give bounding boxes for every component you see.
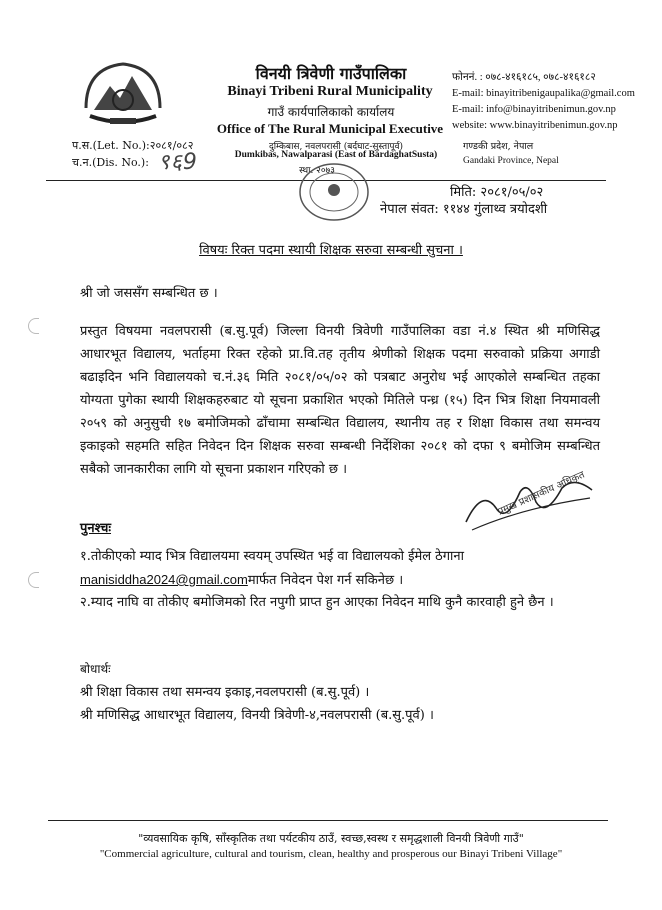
- cc-recipient-2: श्री मणिसिद्ध आधारभूत विद्यालय, विनयी त्रिवेणी-४,नवलपरासी (ब.सु.पूर्व) ।: [80, 708, 434, 723]
- website: website: www.binayitribenimun.gov.np: [452, 120, 618, 131]
- province-en: Gandaki Province, Nepal: [463, 156, 559, 166]
- salutation: श्री जो जससँग सम्बन्धित छ ।: [80, 286, 218, 301]
- letter-number: प.स.(Let. No.):२०८१/०८२: [72, 139, 194, 152]
- subject-text: विषयः रिक्त पदमा स्थायी शिक्षक सरुवा सम्बन्धी सुचना ।: [199, 243, 463, 258]
- dispatch-number-label: च.न.(Dis. No.):: [72, 156, 149, 169]
- dispatch-number-value: ९६9: [158, 150, 198, 175]
- signatory-title: प्रमुख प्रशासकीय अधिकृत: [496, 469, 587, 518]
- province-np: गण्डकी प्रदेश, नेपाल: [463, 141, 534, 152]
- municipality-name-en: Binayi Tribeni Rural Municipality: [227, 84, 433, 99]
- school-email-link[interactable]: manisiddha2024@gmail.com: [80, 572, 248, 587]
- office-name-np: गाउँ कार्यपालिकाको कार्यालय: [267, 105, 395, 119]
- province-block: [463, 140, 559, 168]
- contact-block: [452, 70, 657, 134]
- point-1-text: १.तोकीएको म्याद भित्र विद्यालयमा स्वयम् उपस्थित भई वा विद्यालयको ईमेल ठेगाना: [80, 549, 465, 564]
- postscript-point-2: २.म्याद नाघि वा तोकीए बमोजिमको रित नपुगी प्राप्त हुन आएका निवेदन माथि कुनै कारवाही हुने छैन ।: [80, 595, 554, 610]
- postscript-point-1: [80, 545, 605, 592]
- footer-divider: [48, 820, 608, 821]
- government-emblem-icon: [80, 58, 166, 132]
- email-secondary: E-mail: info@binayitribenimun.gov.np: [452, 104, 616, 115]
- cc-recipient-1: श्री शिक्षा विकास तथा समन्वय इकाइ,नवलपरासी (ब.सु.पूर्व) ।: [80, 685, 370, 700]
- punch-hole-mark: [28, 318, 39, 334]
- established-year: स्था. २०७३: [299, 166, 335, 176]
- nepal-samvat-date: नेपाल संवत: ११४४ गुंलाथ्व त्रयोदशी: [380, 202, 548, 217]
- footer-slogan-np: "व्यवसायिक कृषि, साँस्कृतिक तथा पर्यटकीय ठाउँ, स्वच्छ,स्वस्थ र समृद्धशाली विनयी त्रिवेणी गाउँ": [138, 832, 524, 845]
- office-stamp-icon: [296, 160, 372, 224]
- office-name-en: Office of The Rural Municipal Executive: [216, 121, 444, 136]
- address-en: Dumkibas, Nawalparasi (East of BardaghatSusta): [234, 150, 438, 160]
- phone-numbers: फोननं. : ०७८-४१६१८५, ०७८-४१६१८२: [452, 72, 596, 83]
- subject-line: [0, 240, 662, 258]
- postscript-heading: पुनश्चः: [80, 521, 112, 536]
- signature-icon: [462, 478, 602, 538]
- footer-slogan-en: "Commercial agriculture, cultural and tourism, clean, healthy and prosperous our Binayi Tribeni Village": [99, 848, 563, 860]
- cc-heading: बोधार्थः: [80, 662, 111, 676]
- letter-date: मिति: २०८१/०५/०२: [450, 185, 544, 200]
- punch-hole-mark: [28, 572, 39, 588]
- email-primary: E-mail: binayitribenigaupalika@gmail.com: [452, 88, 635, 99]
- address-np: दुम्किबास, नवलपरासी (बर्दघाट-सुस्तापूर्व): [268, 142, 404, 152]
- municipality-name-np: विनयी त्रिवेणी गाउँपालिका: [255, 64, 407, 83]
- notice-body: प्रस्तुत विषयमा नवलपरासी (ब.सु.पूर्व) जिल्ला विनयी त्रिवेणी गाउँपालिका वडा नं.४ स्थित श्री मणिसिद्ध आधारभूत विद्यालय, भर्ताहमा रिक्त रहेको प्रा.वि.तह तृतीय श्रेणीको शिक्षक पदमा सरुवाको प्रक्रिया अगाडी बढाइदिन भनि विद्यालयको च.नं.३६ मिति २०८१/०५/०२ को पत्रबाट अनुरोध भई आएकोले सम्बन्धित तहका योग्यता पुगेका स्थायी शिक्षकहरुबाट यो सूचना प्रकाशित भएको मितिले पन्ध्र (१५) दिन भित्र शिक्षा नियमावली २०५९ को अनुसुची १७ बमोजिमको ढाँचामा सम्बन्धित विद्यालय, स्थानीय तह र शिक्षा विकास तथा समन्वय इकाइको सहमति सहित निवेदन दिन शिक्षक सरुवा सम्बन्धी निर्देशिका २०८१ को दफा ९ बमोजिम सम्बन्धित सबैको जानकारीका लागि यो सूचना प्रकाशन गरिएको छ ।: [80, 324, 600, 477]
- point-1-suffix: मार्फत निवेदन पेश गर्न सकिनेछ ।: [247, 573, 404, 588]
